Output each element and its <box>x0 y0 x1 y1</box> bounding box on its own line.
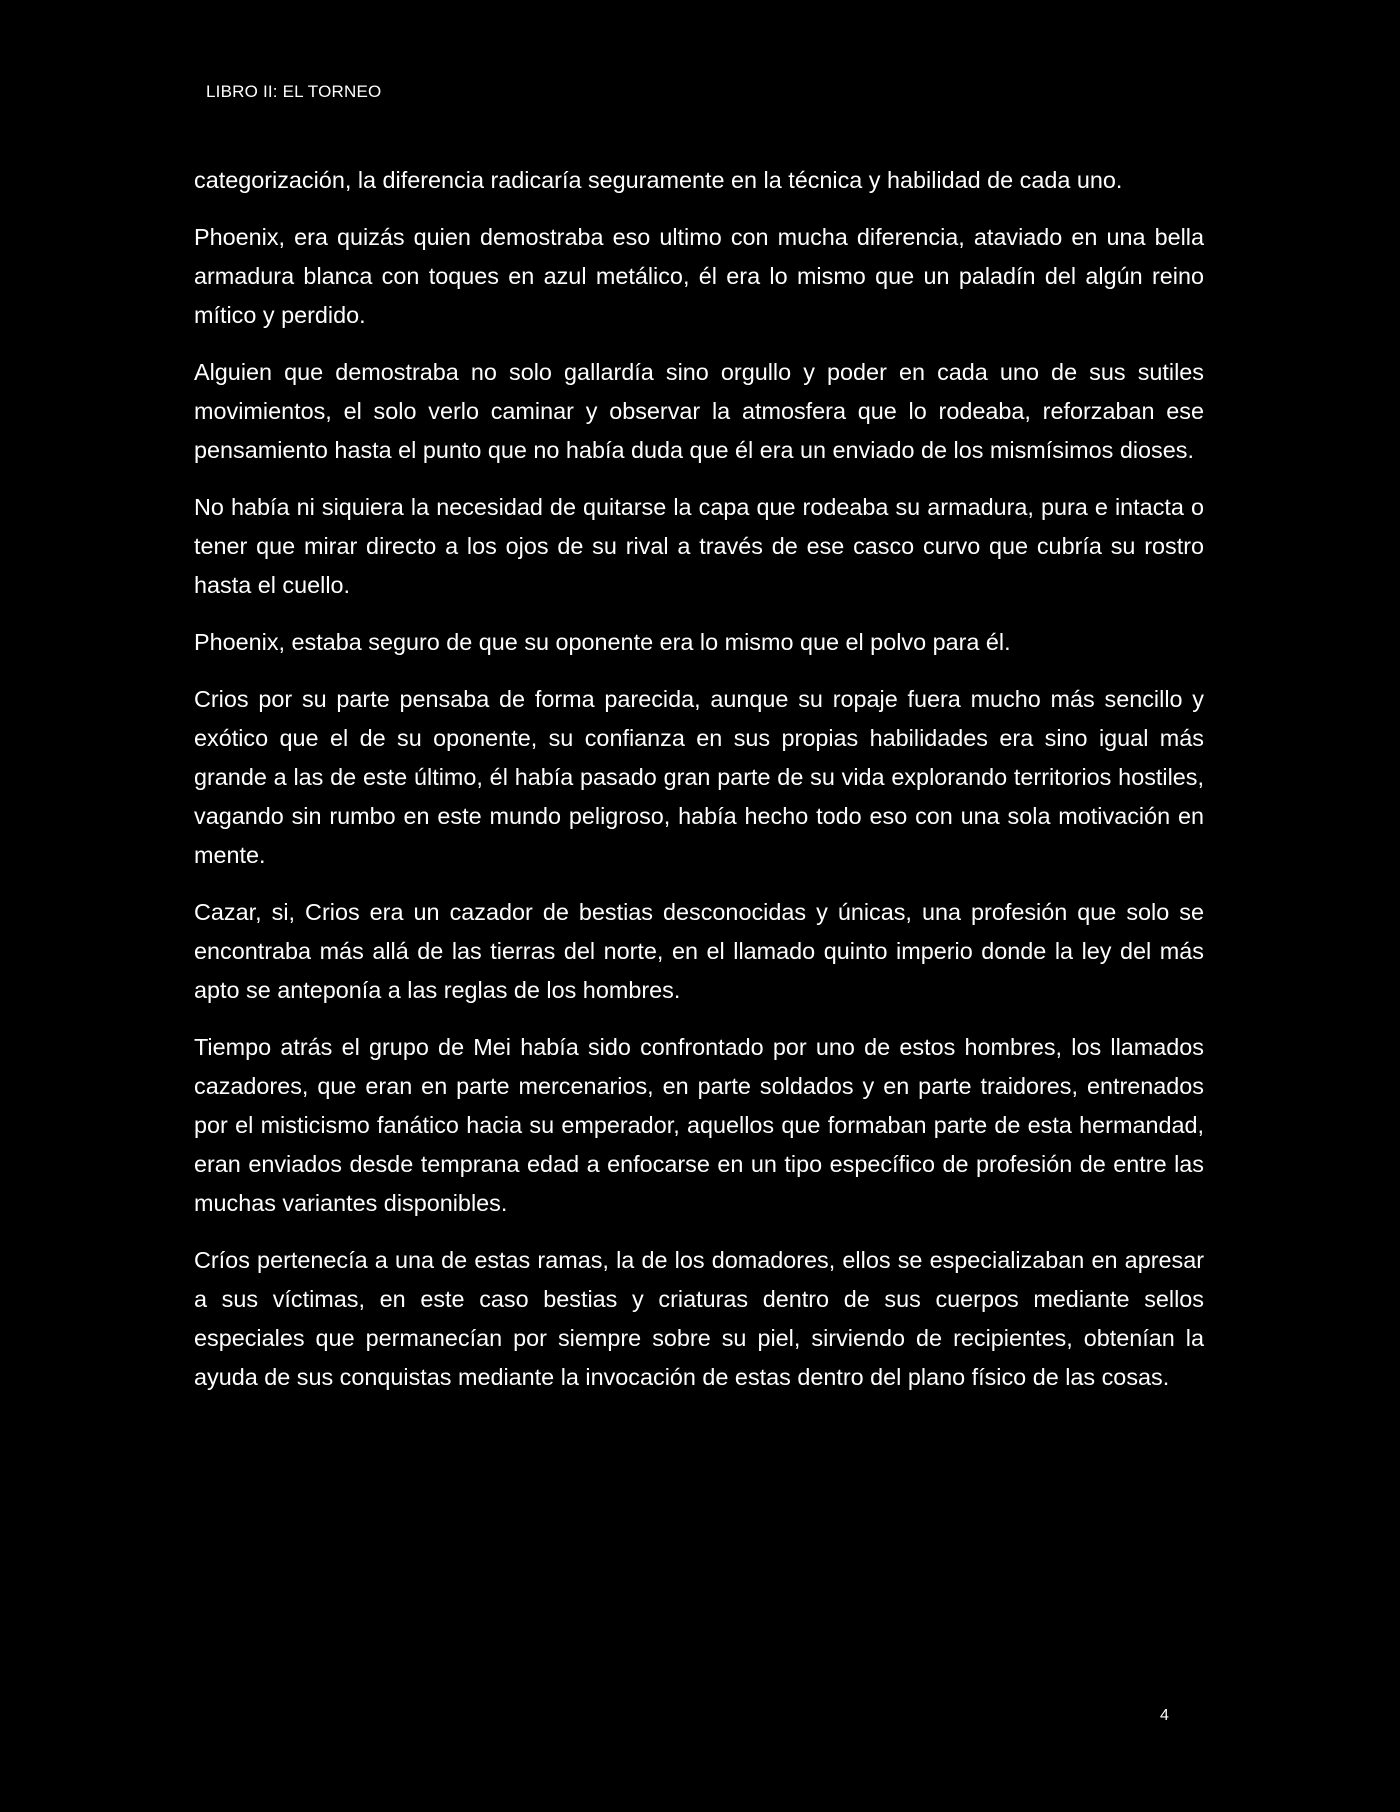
paragraph: Phoenix, era quizás quien demostraba eso ultimo con mucha diferencia, ataviado en una bella armadura blanca con toques en azul metálico, él era lo mismo que un paladín del algún reino mítico y perdido. <box>194 224 1204 328</box>
paragraph: Tiempo atrás el grupo de Mei había sido confrontado por uno de estos hombres, los llamados cazadores, que eran en parte mercenarios, en parte soldados y en parte traidores, entrenados por el misticismo fanático hacia su emperador, aquellos que formaban parte de esta hermandad, eran enviados desde temprana edad a enfocarse en un tipo específico de profesión de entre las muchas variantes disponibles. <box>194 1034 1204 1216</box>
paragraph: Críos pertenecía a una de estas ramas, la de los domadores, ellos se especializaban en apresar a sus víctimas, en este caso bestias y criaturas dentro de sus cuerpos mediante sellos especiales que permanecían por siempre sobre su piel, sirviendo de recipientes, obtenían la ayuda de sus conquistas mediante la invocación de estas dentro del plano físico de las cosas. <box>194 1247 1204 1390</box>
paragraph: Alguien que demostraba no solo gallardía sino orgullo y poder en cada uno de sus sutiles movimientos, el solo verlo caminar y observar la atmosfera que lo rodeaba, reforzaban ese pensamiento hasta el punto que no había duda que él era un enviado de los mismísimos dioses. <box>194 359 1204 463</box>
paragraph: Phoenix, estaba seguro de que su oponente era lo mismo que el polvo para él. <box>194 629 1011 655</box>
paragraph: Cazar, si, Crios era un cazador de bestias desconocidas y únicas, una profesión que solo se encontraba más allá de las tierras del norte, en el llamado quinto imperio donde la ley del más apto se anteponía a las reglas de los hombres. <box>194 899 1204 1003</box>
paragraph: Crios por su parte pensaba de forma parecida, aunque su ropaje fuera mucho más sencillo y exótico que el de su oponente, su confianza en sus propias habilidades era sino igual más grande a las de este último, él había pasado gran parte de su vida explorando territorios hostiles, vagando sin rumbo en este mundo peligroso, había hecho todo eso con una sola motivación en mente. <box>194 686 1204 868</box>
paragraph: No había ni siquiera la necesidad de quitarse la capa que rodeaba su armadura, pura e intacta o tener que mirar directo a los ojos de su rival a través de ese casco curvo que cubría su rostro hasta el cuello. <box>194 494 1204 598</box>
page-number: 4 <box>1160 1707 1169 1724</box>
running-header: LIBRO II: EL TORNEO <box>206 82 382 101</box>
paragraph: categorización, la diferencia radicaría seguramente en la técnica y habilidad de cada uno. <box>194 167 1123 193</box>
body-text <box>194 161 1204 1415</box>
